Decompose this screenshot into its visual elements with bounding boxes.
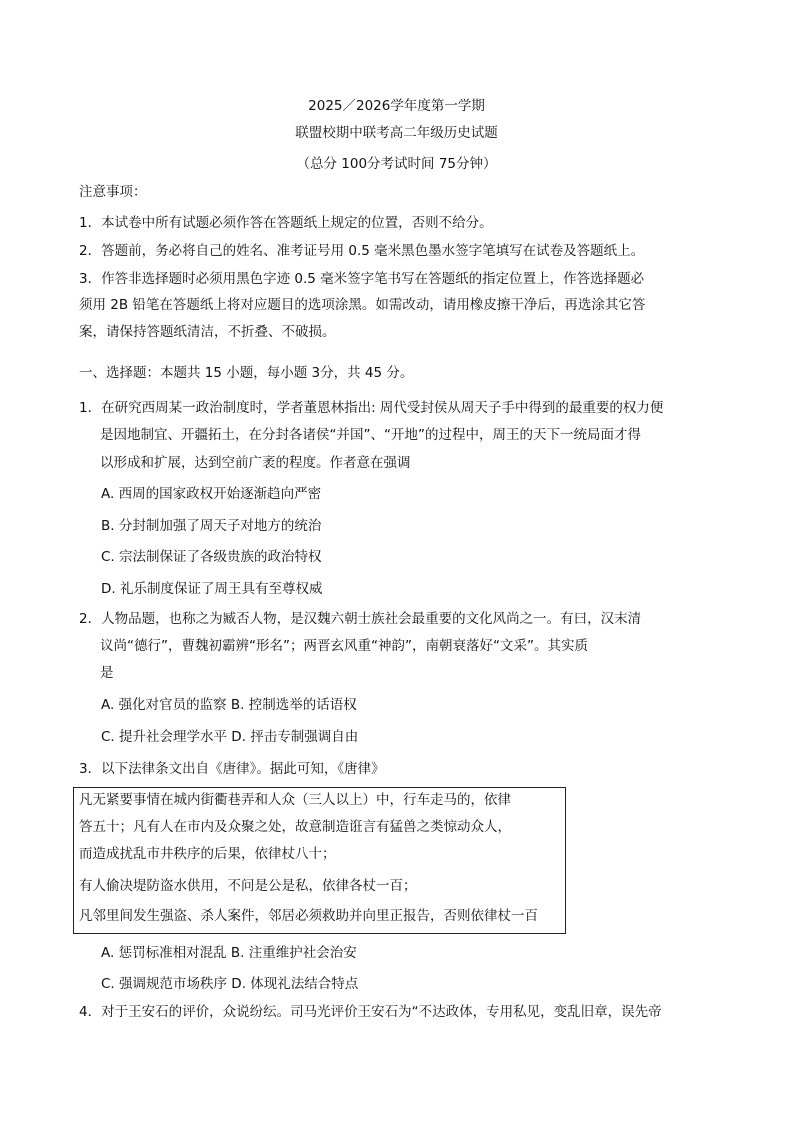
- q1-stem-line-2: 是因地制宜、开疆拓土，在分封各诸侯“并国”、“开地”的过程中，周王的天下一统局面才得: [100, 427, 641, 443]
- q1-option-b: B. 分封制加强了周天子对地方的统治: [101, 518, 322, 534]
- q1-option-c: C. 宗法制保证了各级贵族的政治特权: [101, 549, 322, 565]
- notice-item-2: 2．答题前，务必将自己的姓名、准考证号用 0.5 毫米黑色墨水签字笔填写在试卷及答题纸上。: [79, 243, 645, 259]
- q2-stem-line-2: 议尚“德行”，曹魏初霸辨“形名”；两晋玄风重“神韵”，南朝衰落好“文采”。其实质: [100, 638, 588, 654]
- q1-stem-line-1: 1．在研究西周某一政治制度时，学者董恩林指出: 周代受封侯从周天子手中得到的最重要的权力便: [79, 400, 664, 416]
- notice-item-3-line-2: 须用 2B 铅笔在答题纸上将对应题目的选项涂黑。如需改动，请用橡皮擦干净后，再选涂其它答: [79, 297, 646, 313]
- notice-item-1: 1．本试卷中所有试题必须作答在答题纸上规定的位置，否则不给分。: [79, 215, 493, 231]
- q2-options-cd: C. 提升社会理学水平 D. 抨击专制强调自由: [101, 729, 359, 745]
- q2-stem-line-3: 是: [100, 665, 114, 681]
- notice-item-3-line-3: 案，请保持答题纸清洁，不折叠、不破损。: [79, 324, 336, 340]
- q3-options-ab: A. 惩罚标准相对混乱 B. 注重维护社会治安: [101, 945, 357, 961]
- header-score-time: （总分 100分考试时间 75分钟）: [296, 156, 497, 172]
- header-title: 联盟校期中联考高二年级历史试题: [295, 125, 498, 141]
- q1-option-a: A. 西周的国家政权开始逐渐趋向严密: [101, 486, 322, 502]
- q1-option-d: D. 礼乐制度保证了周王具有至尊权威: [101, 581, 323, 597]
- q2-stem-line-1: 2．人物品题，也称之为臧否人物，是汉魏六朝士族社会最重要的文化风尚之一。有曰，汉末清: [79, 611, 642, 627]
- q3-excerpt-line-5: 凡邻里间发生强盗、杀人案件，邻居必须救助并向里正报告，否则依律杖一百: [79, 908, 538, 924]
- q3-stem: 3．以下法律条文出自《唐律》。据此可知，《唐律》: [79, 761, 385, 777]
- q2-options-ab: A. 强化对官员的监察 B. 控制选举的话语权: [101, 697, 357, 713]
- notice-item-3-line-1: 3．作答非选择题时必须用黑色字迹 0.5 毫米签字笔书写在答题纸的指定位置上，作答选择题必: [79, 271, 645, 287]
- q1-stem-line-3: 以形成和扩展，达到空前广袤的程度。作者意在强调: [100, 455, 411, 471]
- q3-options-cd: C. 强调规范市场秩序 D. 体现礼法结合特点: [101, 976, 359, 992]
- q3-excerpt-line-1: 凡无紧要事情在城内街衢巷弄和人众（三人以上）中，行车走马的，依律: [79, 792, 511, 808]
- q4-stem-line-1: 4．对于王安石的评价，众说纷纭。司马光评价王安石为“不达政体，专用私见，变乱旧章，误先帝: [79, 1004, 662, 1020]
- notice-title: 注意事项：: [79, 184, 147, 200]
- q3-excerpt-line-3: 而造成扰乱市井秩序的后果，依律杖八十；: [79, 846, 336, 862]
- section-heading: 一、选择题：本题共 15 小题，每小题 3分，共 45 分。: [79, 365, 414, 381]
- q3-excerpt-line-4: 有人偷决堤防盗水供用，不问是公是私，依律各杖一百；: [79, 878, 417, 894]
- header-term: 2025／2026学年度第一学期: [308, 98, 485, 114]
- q3-excerpt-line-2: 答五十；凡有人在市内及众聚之处，故意制造诳言有猛兽之类惊动众人，: [79, 819, 511, 835]
